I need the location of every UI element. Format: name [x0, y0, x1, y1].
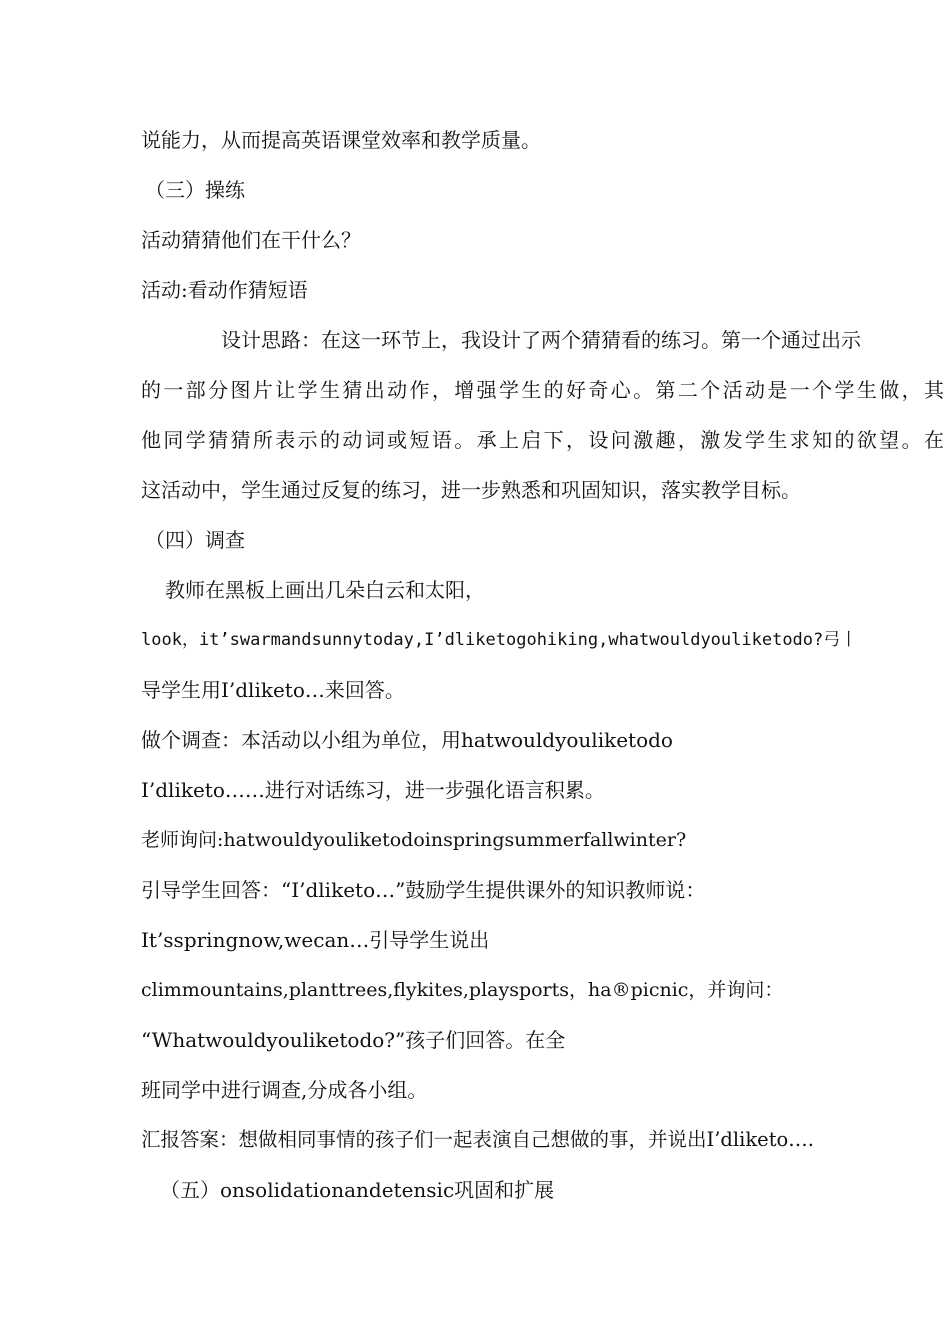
- section-heading-survey: （四）调查: [145, 528, 245, 552]
- survey-line-5: I’dliketo……进行对话练习，进一步强化语言积累。: [141, 778, 605, 802]
- survey-line-4: 做个调查：本活动以小组为单位，用hatwouldyouliketodo: [141, 728, 673, 752]
- survey-line-1: 教师在黑板上画出几朵白云和太阳，: [165, 578, 485, 602]
- design-idea-line-3: 他同学猜猜所表示的动词或短语。承上启下，设问激趣，激发学生求知的欲望。在: [141, 428, 944, 452]
- paragraph-line-1: 说能力，从而提高英语课堂效率和教学质量。: [141, 128, 541, 152]
- survey-line-7: 引导学生回答：“I’dliketo…”鼓励学生提供课外的知识教师说：: [141, 878, 706, 902]
- section-heading-drill: （三）操练: [145, 178, 245, 202]
- survey-line-8: It’sspringnow,wecan…引导学生说出: [141, 928, 490, 952]
- survey-line-3: 导学生用I’dliketo…来回答。: [141, 678, 405, 702]
- design-idea-line-1: 设计思路：在这一环节上，我设计了两个猜猜看的练习。第一个通过出示: [221, 328, 861, 352]
- survey-line-11: 班同学中进行调查,分成各小组。: [141, 1078, 428, 1102]
- report-line: 汇报答案：想做相同事情的孩子们一起表演自己想做的事，并说出I’dliketo….: [141, 1128, 814, 1151]
- survey-line-9: climmountains,planttrees,flykites,playsports，ha®picnic，并询问：: [141, 979, 784, 1001]
- design-idea-line-2: 的一部分图片让学生猜出动作，增强学生的好奇心。第二个活动是一个学生做，其: [141, 378, 944, 402]
- survey-line-10: “Whatwouldyouliketodo?”孩子们回答。在全: [141, 1028, 566, 1052]
- activity-action-title: 活动:看动作猜短语: [141, 278, 308, 302]
- design-idea-line-4: 这活动中，学生通过反复的练习，进一步熟悉和巩固知识，落实教学目标。: [141, 478, 801, 502]
- activity-guess-title: 活动猜猜他们在干什么？: [141, 228, 361, 252]
- survey-line-2: look，it’swarmandsunnytoday,I’dliketogohiking,whatwouldyouliketodo?弓丨: [141, 630, 858, 650]
- section-heading-consolidation: （五）onsolidationandetensic巩固和扩展: [160, 1178, 555, 1202]
- survey-line-6: 老师询问:hatwouldyouliketodoinspringsummerfallwinter?: [141, 829, 687, 851]
